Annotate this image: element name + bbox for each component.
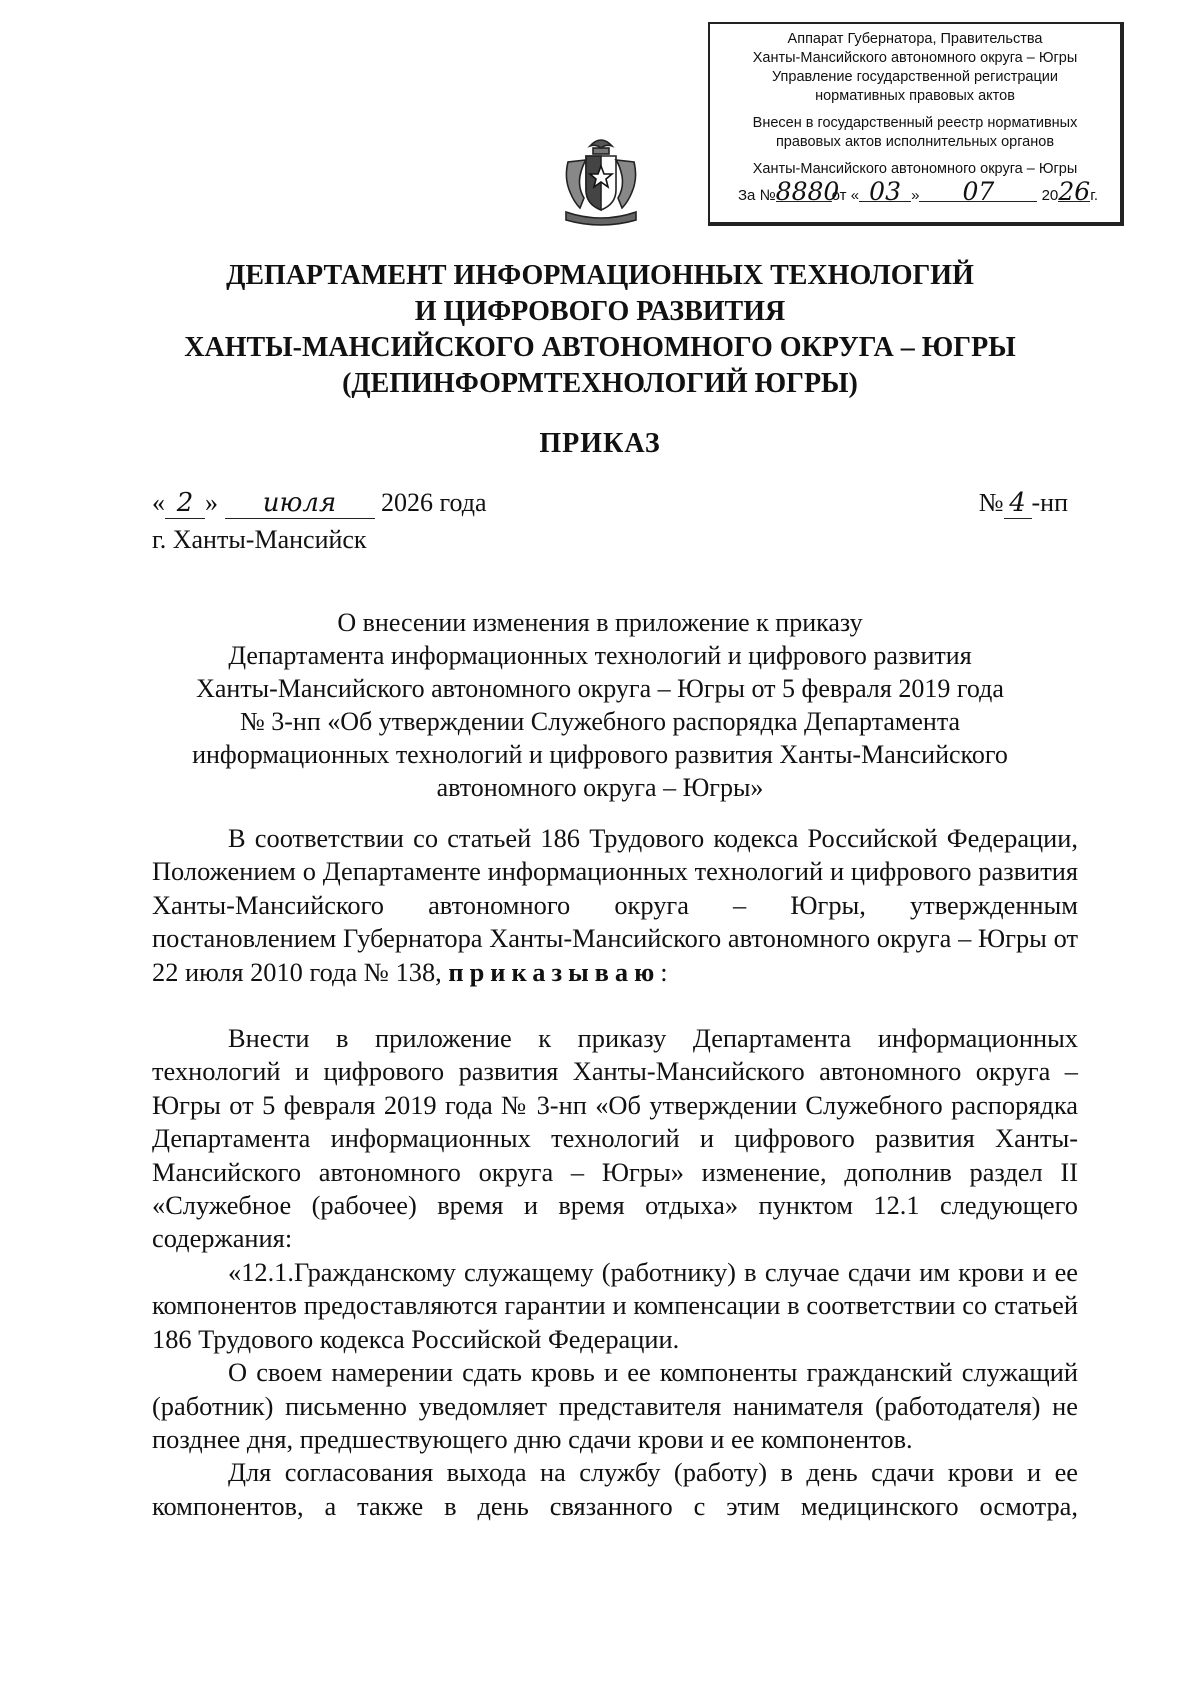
title-line: Ханты-Мансийского автономного округа – Югры от 5 февраля 2019 года xyxy=(196,674,1004,703)
document-date: « 2 » июля 2026 года xyxy=(152,488,487,518)
document-type: ПРИКАЗ xyxy=(539,428,661,459)
header-line: (ДЕПИНФОРМТЕХНОЛОГИЙ ЮГРЫ) xyxy=(342,368,858,399)
stamp-month-handwritten: 07 xyxy=(919,182,1037,202)
paragraph-order: Внести в приложение к приказу Департамента информационных технологий и цифрового развития Ханты-Мансийского автономного округа – Югры от 5 февраля 2019 года № 3-нп «Об утверждении Служебного распорядка Департамента информационных технологий и цифрового развития Ханты-Мансийского автономного округа – Югры» изменение, дополнив раздел II «Служебное (рабочее) время и время отдыха» пунктом 12.1 следующего содержания: xyxy=(152,1023,1078,1254)
title-line: информационных технологий и цифрового развития Ханты-Мансийского xyxy=(192,740,1008,769)
paragraph-notification: О своем намерении сдать кровь и ее компоненты гражданский служащий (работник) письменно уведомляет представителя нанимателя (работодателя) не позднее дня, предшествующего дню сдачи крови и ее компонентов. xyxy=(152,1357,1078,1454)
number-handwritten: 4 xyxy=(1004,488,1032,519)
stamp-line: Ханты-Мансийского автономного округа – Югры xyxy=(752,50,1078,66)
paragraph-clause-12-1: «12.1.Гражданскому служащему (работнику) в случае сдачи им крови и ее компонентов предоставляются гарантии и компенсации в соответствии со статьей 186 Трудового кодекса Российской Федерации. xyxy=(152,1256,1078,1354)
title-line: О внесении изменения в приложение к приказу xyxy=(337,608,863,637)
paragraph-preamble: В соответствии со статьей 186 Трудового кодекса Российской Федерации, Положением о Департаменте информационных технологий и цифрового развития Ханты-Мансийского автономного округа – Югры, утвержденным постановлением Губернатора Ханты-Мансийского автономного округа – Югры от 22 июля 2010 года № 138, приказываю: xyxy=(152,823,1078,987)
document-body xyxy=(152,822,1078,1523)
header-line: ХАНТЫ-МАНСИЙСКОГО АВТОНОМНОГО ОКРУГА – ЮГРЫ xyxy=(184,332,1016,363)
stamp-line: Аппарат Губернатора, Правительства xyxy=(787,31,1043,47)
stamp-line: правовых актов исполнительных органов xyxy=(775,134,1055,150)
stamp-registration-number: За №8880от « 03 » 07 2026г. xyxy=(738,177,1099,206)
department-header xyxy=(0,258,1200,402)
date-year: 2026 года xyxy=(381,488,487,517)
paragraph-approval: Для согласования выхода на службу (работу) в день сдачи крови и ее компонентов, а также в день связанного с этим медицинского осмотра, xyxy=(152,1457,1078,1521)
header-line: ДЕПАРТАМЕНТ ИНФОРМАЦИОННЫХ ТЕХНОЛОГИЙ xyxy=(226,260,974,291)
title-line: автономного округа – Югры» xyxy=(436,773,764,802)
document-title xyxy=(0,606,1200,804)
stamp-day-handwritten: 03 xyxy=(859,182,911,202)
stamp-number-handwritten: 8880 xyxy=(775,177,840,206)
registration-stamp xyxy=(708,22,1124,226)
date-month-handwritten: июля xyxy=(225,488,375,519)
date-day-handwritten: 2 xyxy=(165,488,205,519)
title-line: Департамента информационных технологий и цифрового развития xyxy=(228,641,972,670)
coat-of-arms-icon xyxy=(560,132,642,228)
document-number: № 4 -нп xyxy=(978,488,1068,518)
stamp-year-handwritten: 26 xyxy=(1058,177,1091,206)
stamp-line: Внесен в государственный реестр нормативных xyxy=(752,115,1078,131)
stamp-line: нормативных правовых актов xyxy=(815,88,1015,104)
stamp-line: Управление государственной регистрации xyxy=(771,69,1059,85)
title-line: № 3-нп «Об утверждении Служебного распорядка Департамента xyxy=(239,707,961,736)
order-word: приказываю xyxy=(448,956,661,987)
stamp-region: Ханты-Мансийского автономного округа – Югры xyxy=(752,161,1078,177)
document-city: г. Ханты-Мансийск xyxy=(152,525,367,554)
header-line: И ЦИФРОВОГО РАЗВИТИЯ xyxy=(414,296,786,327)
